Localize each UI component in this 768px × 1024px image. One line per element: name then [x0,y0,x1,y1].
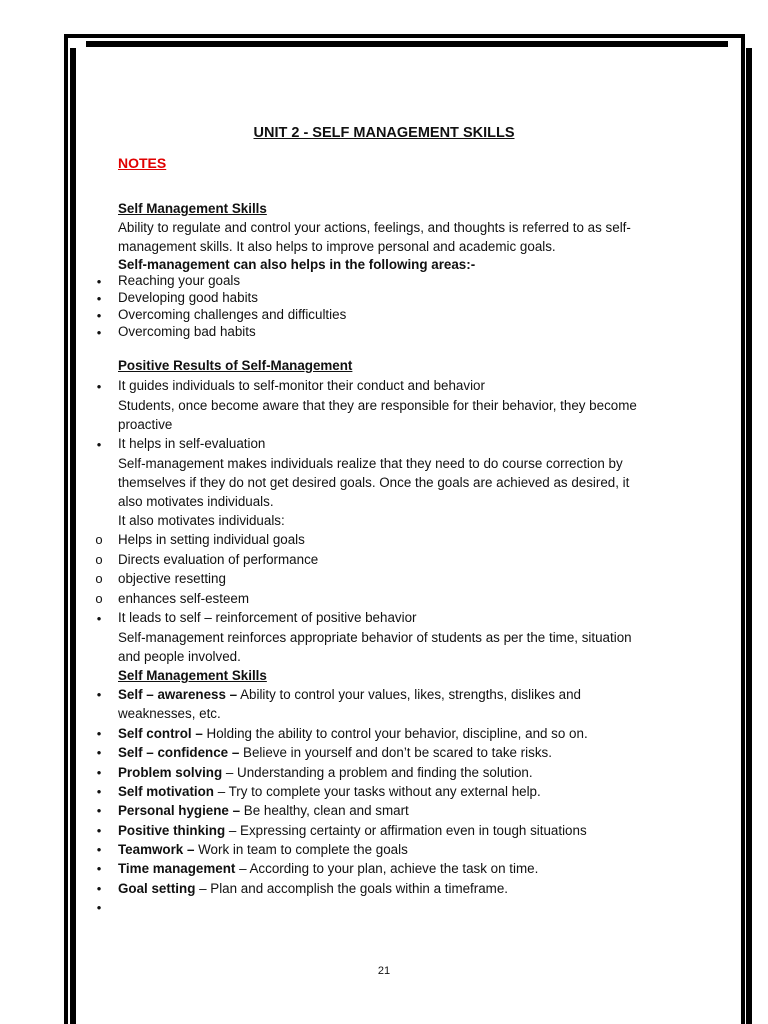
skill-item [118,782,541,802]
skill-item [118,801,409,821]
skill-item [118,685,581,705]
skill-term: Self control – [118,726,203,741]
paragraph-line: themselves if they do not get desired goals. Once the goals are achieved as desired, it [118,475,630,490]
skill-item [118,763,533,783]
bullet-dot: • [96,437,102,452]
sub-bullet-circle: o [95,591,103,606]
skill-item [118,724,588,744]
paragraph-line: and people involved. [118,649,241,664]
skill-desc: Work in team to complete the goals [194,842,408,857]
sub-list-item: objective resetting [118,571,226,586]
bullet-dot: • [96,784,102,799]
sub-bullet-circle: o [95,552,103,567]
paragraph-line: It also motivates individuals: [118,513,285,528]
skill-term: Personal hygiene – [118,803,241,818]
sub-bullet-circle: o [95,532,103,547]
skill-item [118,859,538,879]
list-item: It guides individuals to self-monitor their conduct and behavior [118,378,485,393]
skill-term: Self – awareness – [118,687,238,702]
paragraph-line: Students, once become aware that they are responsible for their behavior, they become [118,398,637,413]
bullet-dot: • [96,900,102,915]
section1-heading: Self Management Skills [118,201,267,216]
skill-desc: – Plan and accomplish the goals within a timeframe. [195,881,508,896]
skill-desc: – Expressing certainty or affirmation even in tough situations [225,823,587,838]
list-item: It leads to self – reinforcement of positive behavior [118,610,417,625]
border-corner-left [64,34,86,38]
notes-label: NOTES [118,155,167,171]
page-number: 21 [377,965,391,977]
list-item: It helps in self-evaluation [118,436,266,451]
skill-term: Problem solving [118,765,223,780]
sub-list-item: enhances self-esteem [118,591,250,606]
list-item: Overcoming challenges and difficulties [118,307,347,322]
bullet-dot: • [96,379,102,394]
skill-desc: – Try to complete your tasks without any external help. [213,784,541,799]
bullet-dot: • [96,881,102,896]
paragraph-line: also motivates individuals. [118,494,274,509]
bullet-dot: • [96,745,102,760]
skill-term: Self – confidence – [118,745,240,760]
bullet-dot: • [96,687,102,702]
skill-desc: Ability to control your values, likes, strengths, dislikes and [237,687,581,702]
skill-item [118,879,508,899]
page-title: UNIT 2 - SELF MANAGEMENT SKILLS [253,125,515,141]
bullet-dot: • [96,308,102,323]
sub-bullet-circle: o [95,571,103,586]
bullet-dot: • [96,291,102,306]
sub-list-item: Directs evaluation of performance [118,552,319,567]
border-right-outer [741,34,745,1024]
section1-subheading: Self-management can also helps in the following areas:- [118,257,476,272]
skill-term: Time management [118,861,236,876]
skill-desc: Holding the ability to control your behavior, discipline, and so on. [202,726,588,741]
skill-desc: Believe in yourself and don’t be scared to take risks. [239,745,552,760]
section1-para-line: Ability to regulate and control your actions, feelings, and thoughts is referred to as self- [118,220,631,235]
section1-para-line: management skills. It also helps to improve personal and academic goals. [118,239,556,254]
skill-term: Positive thinking [118,823,226,838]
bullet-dot: • [96,726,102,741]
skill-desc: – Understanding a problem and finding the solution. [222,765,533,780]
section3-heading: Self Management Skills [118,668,267,683]
skill-item-cont: weaknesses, etc. [118,706,221,721]
border-top-inner [86,41,728,47]
border-top-outer [64,34,728,38]
skill-desc: – According to your plan, achieve the task on time. [235,861,539,876]
paragraph-line: Self-management makes individuals realize that they need to do course correction by [118,456,623,471]
border-right-inner [746,48,752,1024]
skill-item [118,743,552,763]
list-item: Reaching your goals [118,273,241,288]
bullet-dot: • [96,861,102,876]
bullet-dot: • [96,611,102,626]
skill-term: Self motivation [118,784,214,799]
bullet-dot: • [96,823,102,838]
skill-desc: Be healthy, clean and smart [240,803,409,818]
list-item: Developing good habits [118,290,258,305]
border-corner-right [728,34,745,38]
bullet-dot: • [96,765,102,780]
section2-heading: Positive Results of Self-Management [118,358,353,373]
paragraph-line: Self-management reinforces appropriate behavior of students as per the time, situation [118,630,632,645]
skill-item [118,821,587,841]
paragraph-line: proactive [118,417,173,432]
border-left-outer [64,34,68,1024]
skill-item [118,840,408,860]
bullet-dot: • [96,842,102,857]
list-item: Overcoming bad habits [118,324,256,339]
border-left-inner [70,48,76,1024]
bullet-dot: • [96,325,102,340]
skill-term: Teamwork – [118,842,195,857]
sub-list-item: Helps in setting individual goals [118,532,305,547]
skill-term: Goal setting [118,881,196,896]
bullet-dot: • [96,803,102,818]
bullet-dot: • [96,274,102,289]
